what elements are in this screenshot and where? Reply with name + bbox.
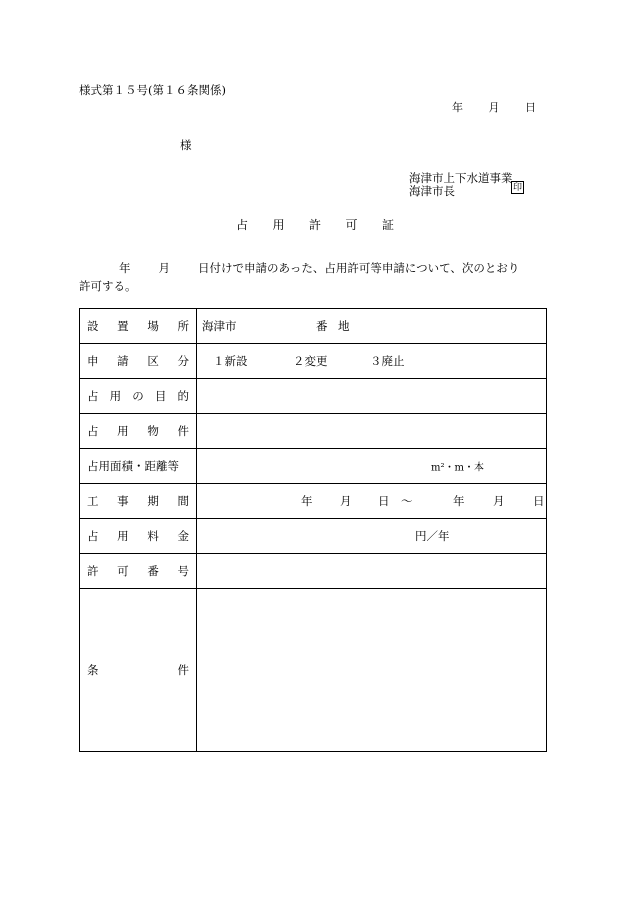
value-fee[interactable] xyxy=(197,519,547,554)
area-unit: m²・m・本 xyxy=(431,462,484,474)
table-row-permit-number xyxy=(80,554,547,589)
label-char: 件 xyxy=(177,663,189,677)
title-char: 占 xyxy=(236,218,249,232)
label-location xyxy=(80,309,197,344)
label-char: 占 xyxy=(87,529,99,543)
label-char: 用 xyxy=(109,389,122,403)
title-char: 証 xyxy=(381,218,394,232)
period-start-day: 日 xyxy=(378,494,390,508)
issuer-title: 海津市長 xyxy=(409,184,455,198)
label-char: 物 xyxy=(147,424,159,438)
label-char: 用 xyxy=(117,424,129,438)
table-row-area xyxy=(80,449,547,484)
date-month: 月 xyxy=(488,101,500,114)
issuer-organization: 海津市上下水道事業 xyxy=(409,171,513,185)
permit-details-table xyxy=(79,308,547,752)
label-char: の xyxy=(132,389,144,403)
option-abolish[interactable]: ３廃止 xyxy=(370,354,405,368)
period-end-day: 日 xyxy=(533,494,545,508)
period-tilde: ～ xyxy=(401,494,413,508)
label-char: 番 xyxy=(147,564,159,578)
label-char: 件 xyxy=(177,424,189,438)
issue-date xyxy=(452,99,536,115)
label-char: 料 xyxy=(147,529,159,543)
label-char: 条 xyxy=(87,663,99,677)
label-char: 期 xyxy=(147,494,159,508)
period-end-month: 月 xyxy=(493,494,505,508)
table-row-location xyxy=(80,309,547,344)
table-row-period xyxy=(80,484,547,519)
body-year: 年 xyxy=(119,261,131,275)
table-row-conditions xyxy=(80,589,547,752)
label-char: 用 xyxy=(117,529,129,543)
title-char: 許 xyxy=(308,218,321,232)
label-char: 占 xyxy=(87,424,99,438)
value-application-type[interactable] xyxy=(197,344,547,379)
period-end-year: 年 xyxy=(453,494,465,508)
label-area xyxy=(80,449,197,484)
label-object xyxy=(80,414,197,449)
label-char: 置 xyxy=(117,319,129,333)
value-permit-number[interactable] xyxy=(197,554,547,589)
date-year: 年 xyxy=(452,101,463,114)
label-conditions xyxy=(80,589,197,752)
table-row-purpose xyxy=(80,379,547,414)
date-day: 日 xyxy=(525,101,536,114)
location-ban: 番 xyxy=(316,319,328,333)
value-purpose[interactable] xyxy=(197,379,547,414)
title-char: 可 xyxy=(345,218,358,232)
label-char: 的 xyxy=(177,389,189,403)
label-char: 申 xyxy=(87,354,99,368)
table-row-fee xyxy=(80,519,547,554)
table-row-object xyxy=(80,414,547,449)
label-permit-number xyxy=(80,554,197,589)
label-char: 場 xyxy=(147,319,159,333)
value-location[interactable] xyxy=(197,309,547,344)
period-start-year: 年 xyxy=(301,494,313,508)
body-text: 日付けで申請のあった、占用許可等申請について、次のとおり xyxy=(198,261,520,275)
seal-mark: 印 xyxy=(512,183,522,193)
value-conditions[interactable] xyxy=(197,589,547,752)
table-row-application-type xyxy=(80,344,547,379)
label-char: 所 xyxy=(177,319,189,333)
option-new[interactable]: １新設 xyxy=(213,354,248,368)
body-text-line2: 許可する。 xyxy=(79,279,137,293)
document-title xyxy=(236,216,394,233)
label-char: 金 xyxy=(177,529,189,543)
location-city: 海津市 xyxy=(202,319,237,333)
label-char: 請 xyxy=(117,354,129,368)
label-char: 可 xyxy=(117,564,129,578)
body-text-line1 xyxy=(119,260,519,276)
label-char: 号 xyxy=(177,564,189,578)
label-char: 区 xyxy=(147,354,159,368)
label-char: 工 xyxy=(87,494,99,508)
location-chi: 地 xyxy=(338,319,350,333)
fee-unit: 円／年 xyxy=(415,529,450,543)
label-char: 設 xyxy=(87,319,99,333)
label-char: 事 xyxy=(117,494,129,508)
label-char: 占 xyxy=(87,389,99,403)
value-period[interactable] xyxy=(197,484,547,519)
label-char: 許 xyxy=(87,564,99,578)
value-area[interactable] xyxy=(197,449,547,484)
body-month: 月 xyxy=(158,261,170,275)
label-text: 占用面積・距離等 xyxy=(87,459,179,473)
label-char: 間 xyxy=(177,494,189,508)
label-char: 目 xyxy=(154,389,167,403)
label-purpose xyxy=(80,379,197,414)
period-start-month: 月 xyxy=(340,494,352,508)
label-application-type xyxy=(80,344,197,379)
value-object[interactable] xyxy=(197,414,547,449)
label-char: 分 xyxy=(177,354,189,368)
title-char: 用 xyxy=(272,218,285,232)
option-change[interactable]: ２変更 xyxy=(293,354,328,368)
form-number: 様式第１５号(第１６条関係) xyxy=(79,83,226,97)
label-fee xyxy=(80,519,197,554)
label-period xyxy=(80,484,197,519)
addressee-suffix: 様 xyxy=(180,138,192,152)
